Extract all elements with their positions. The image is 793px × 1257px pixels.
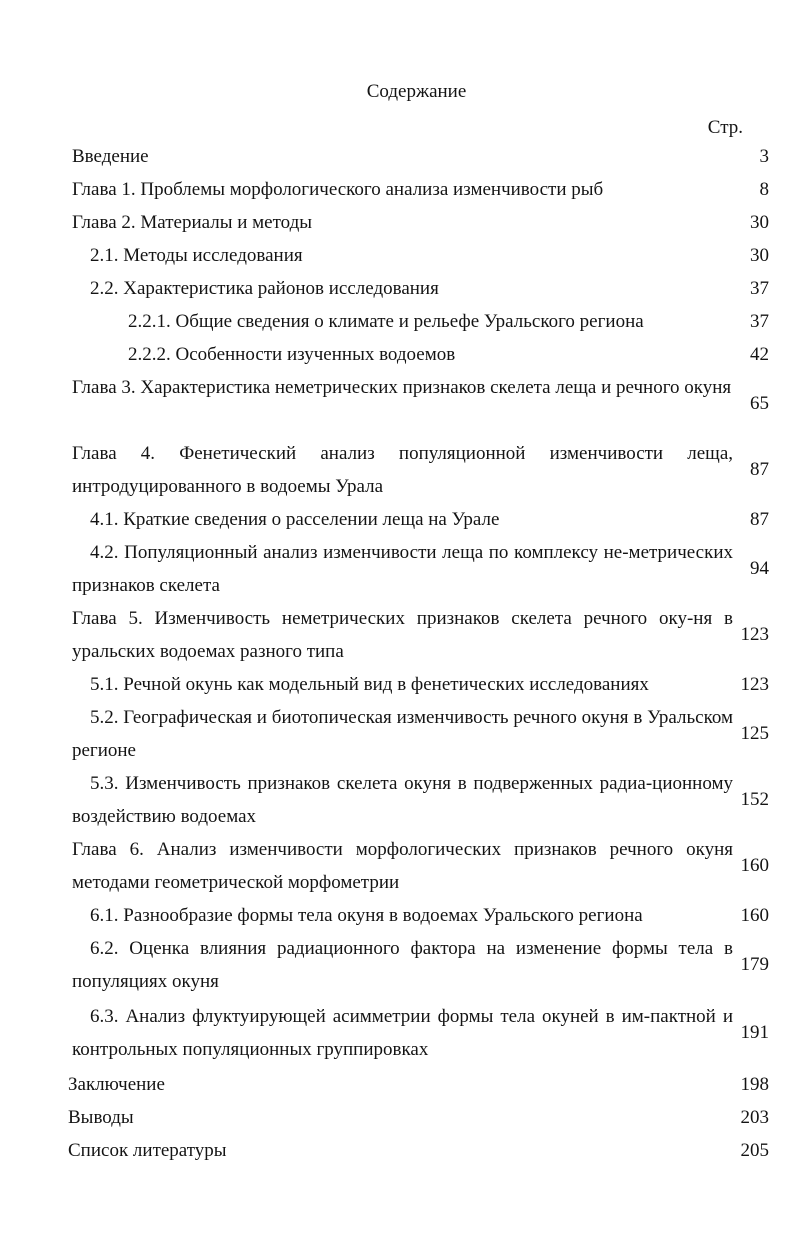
toc-entry[interactable] <box>68 1134 769 1167</box>
toc-entry-page: 87 <box>750 459 769 480</box>
toc-entry-page: 179 <box>740 954 769 975</box>
toc-entry-page: 152 <box>740 789 769 810</box>
toc-entry-title: 5.2. Географическая и биотопическая изменчивость речного окуня в Уральском регионе <box>72 707 733 761</box>
toc-entry-title: Глава 3. Характеристика неметрических признаков скелета леща и речного окуня <box>72 377 732 398</box>
toc-entry[interactable] <box>72 371 769 437</box>
toc-entry-title: Заключение <box>68 1074 165 1095</box>
toc-entry-title: 6.1. Разнообразие формы тела окуня в водоемах Уральского региона <box>90 905 643 926</box>
toc-entry[interactable] <box>72 602 769 668</box>
toc-entry[interactable] <box>72 767 769 833</box>
toc-entry-title: 4.1. Краткие сведения о расселении леща на Урале <box>90 509 500 530</box>
toc-entry-title: Глава 5. Изменчивость неметрических признаков скелета речного оку-ня в уральских водоемах разного типа <box>72 608 733 662</box>
toc-entry-page: 30 <box>750 245 769 266</box>
toc-entry[interactable] <box>68 1068 769 1101</box>
toc-entry-page: 125 <box>740 723 769 744</box>
toc-entry-page: 123 <box>740 624 769 645</box>
toc-entry[interactable] <box>72 932 769 998</box>
toc-entry-title: 2.1. Методы исследования <box>90 245 303 266</box>
toc-entry[interactable] <box>72 140 769 173</box>
toc-entry-title: 4.2. Популяционный анализ изменчивости леща по комплексу не-метрических признаков скелета <box>72 542 733 596</box>
toc-entry-title: Глава 2. Материалы и методы <box>72 212 313 233</box>
toc-entry[interactable] <box>72 1000 769 1066</box>
toc-entry-page: 160 <box>740 905 769 926</box>
toc-entry-page: 160 <box>740 855 769 876</box>
toc-entry-page: 205 <box>740 1140 769 1161</box>
toc-entry[interactable] <box>68 1101 769 1134</box>
toc-entry-title: 2.2.2. Особенности изученных водоемов <box>128 344 456 365</box>
toc-entry[interactable] <box>90 503 769 536</box>
toc-entry[interactable] <box>90 899 769 932</box>
toc-entry[interactable] <box>72 173 769 206</box>
toc-entry-title: Глава 4. Фенетический анализ популяционной изменчивости леща, интродуцированного в водоемы Урала <box>72 443 733 497</box>
toc-entry-page: 37 <box>750 311 769 332</box>
toc-entry[interactable] <box>128 305 769 338</box>
toc-entry-page: 191 <box>740 1022 769 1043</box>
toc-entry-title: Введение <box>72 146 149 167</box>
toc-entry-page: 94 <box>750 558 769 579</box>
toc-entry-title: 6.3. Анализ флуктуирующей асимметрии формы тела окуней в им-пактной и контрольных популяционных группировках <box>72 1006 733 1060</box>
toc-entry-title: 5.3. Изменчивость признаков скелета окуня в подверженных радиа-ционному воздействию водоемах <box>72 773 733 827</box>
toc-entry-page: 87 <box>750 509 769 530</box>
toc-entry-title: 2.2.1. Общие сведения о климате и рельефе Уральского региона <box>128 311 644 332</box>
toc-entry-page: 198 <box>740 1074 769 1095</box>
toc-entry-page: 42 <box>750 344 769 365</box>
toc-entry-title: Глава 6. Анализ изменчивости морфологических признаков речного окуня методами геометрической морфометрии <box>72 839 733 893</box>
toc-entry-page: 30 <box>750 212 769 233</box>
toc-entry[interactable] <box>128 338 769 371</box>
toc-entry-page: 3 <box>759 146 769 167</box>
page-column-header: Стр. <box>707 117 743 138</box>
toc-entry-title: Выводы <box>68 1107 134 1128</box>
toc-entry[interactable] <box>72 536 769 602</box>
toc-entry-title: 5.1. Речной окунь как модельный вид в фенетических исследованиях <box>90 674 649 695</box>
toc-entry[interactable] <box>72 833 769 899</box>
toc-entry-title: Глава 1. Проблемы морфологического анализа изменчивости рыб <box>72 179 604 200</box>
toc-entry-page: 37 <box>750 278 769 299</box>
toc-entry-page: 123 <box>740 674 769 695</box>
toc-entry-title: 2.2. Характеристика районов исследования <box>90 278 439 299</box>
toc-entry[interactable] <box>90 272 769 305</box>
toc-entry-page: 8 <box>759 179 769 200</box>
toc-entry[interactable] <box>72 701 769 767</box>
toc-entry[interactable] <box>90 668 769 701</box>
toc-entry-title: 6.2. Оценка влияния радиационного фактора на изменение формы тела в популяциях окуня <box>72 938 733 992</box>
toc-entry-page: 203 <box>740 1107 769 1128</box>
page-title: Содержание <box>366 81 467 102</box>
toc-entry-page: 65 <box>750 393 769 414</box>
toc-entry-title: Список литературы <box>68 1140 227 1161</box>
toc-entry[interactable] <box>72 437 769 503</box>
toc-entry[interactable] <box>90 239 769 272</box>
toc-entry[interactable] <box>72 206 769 239</box>
